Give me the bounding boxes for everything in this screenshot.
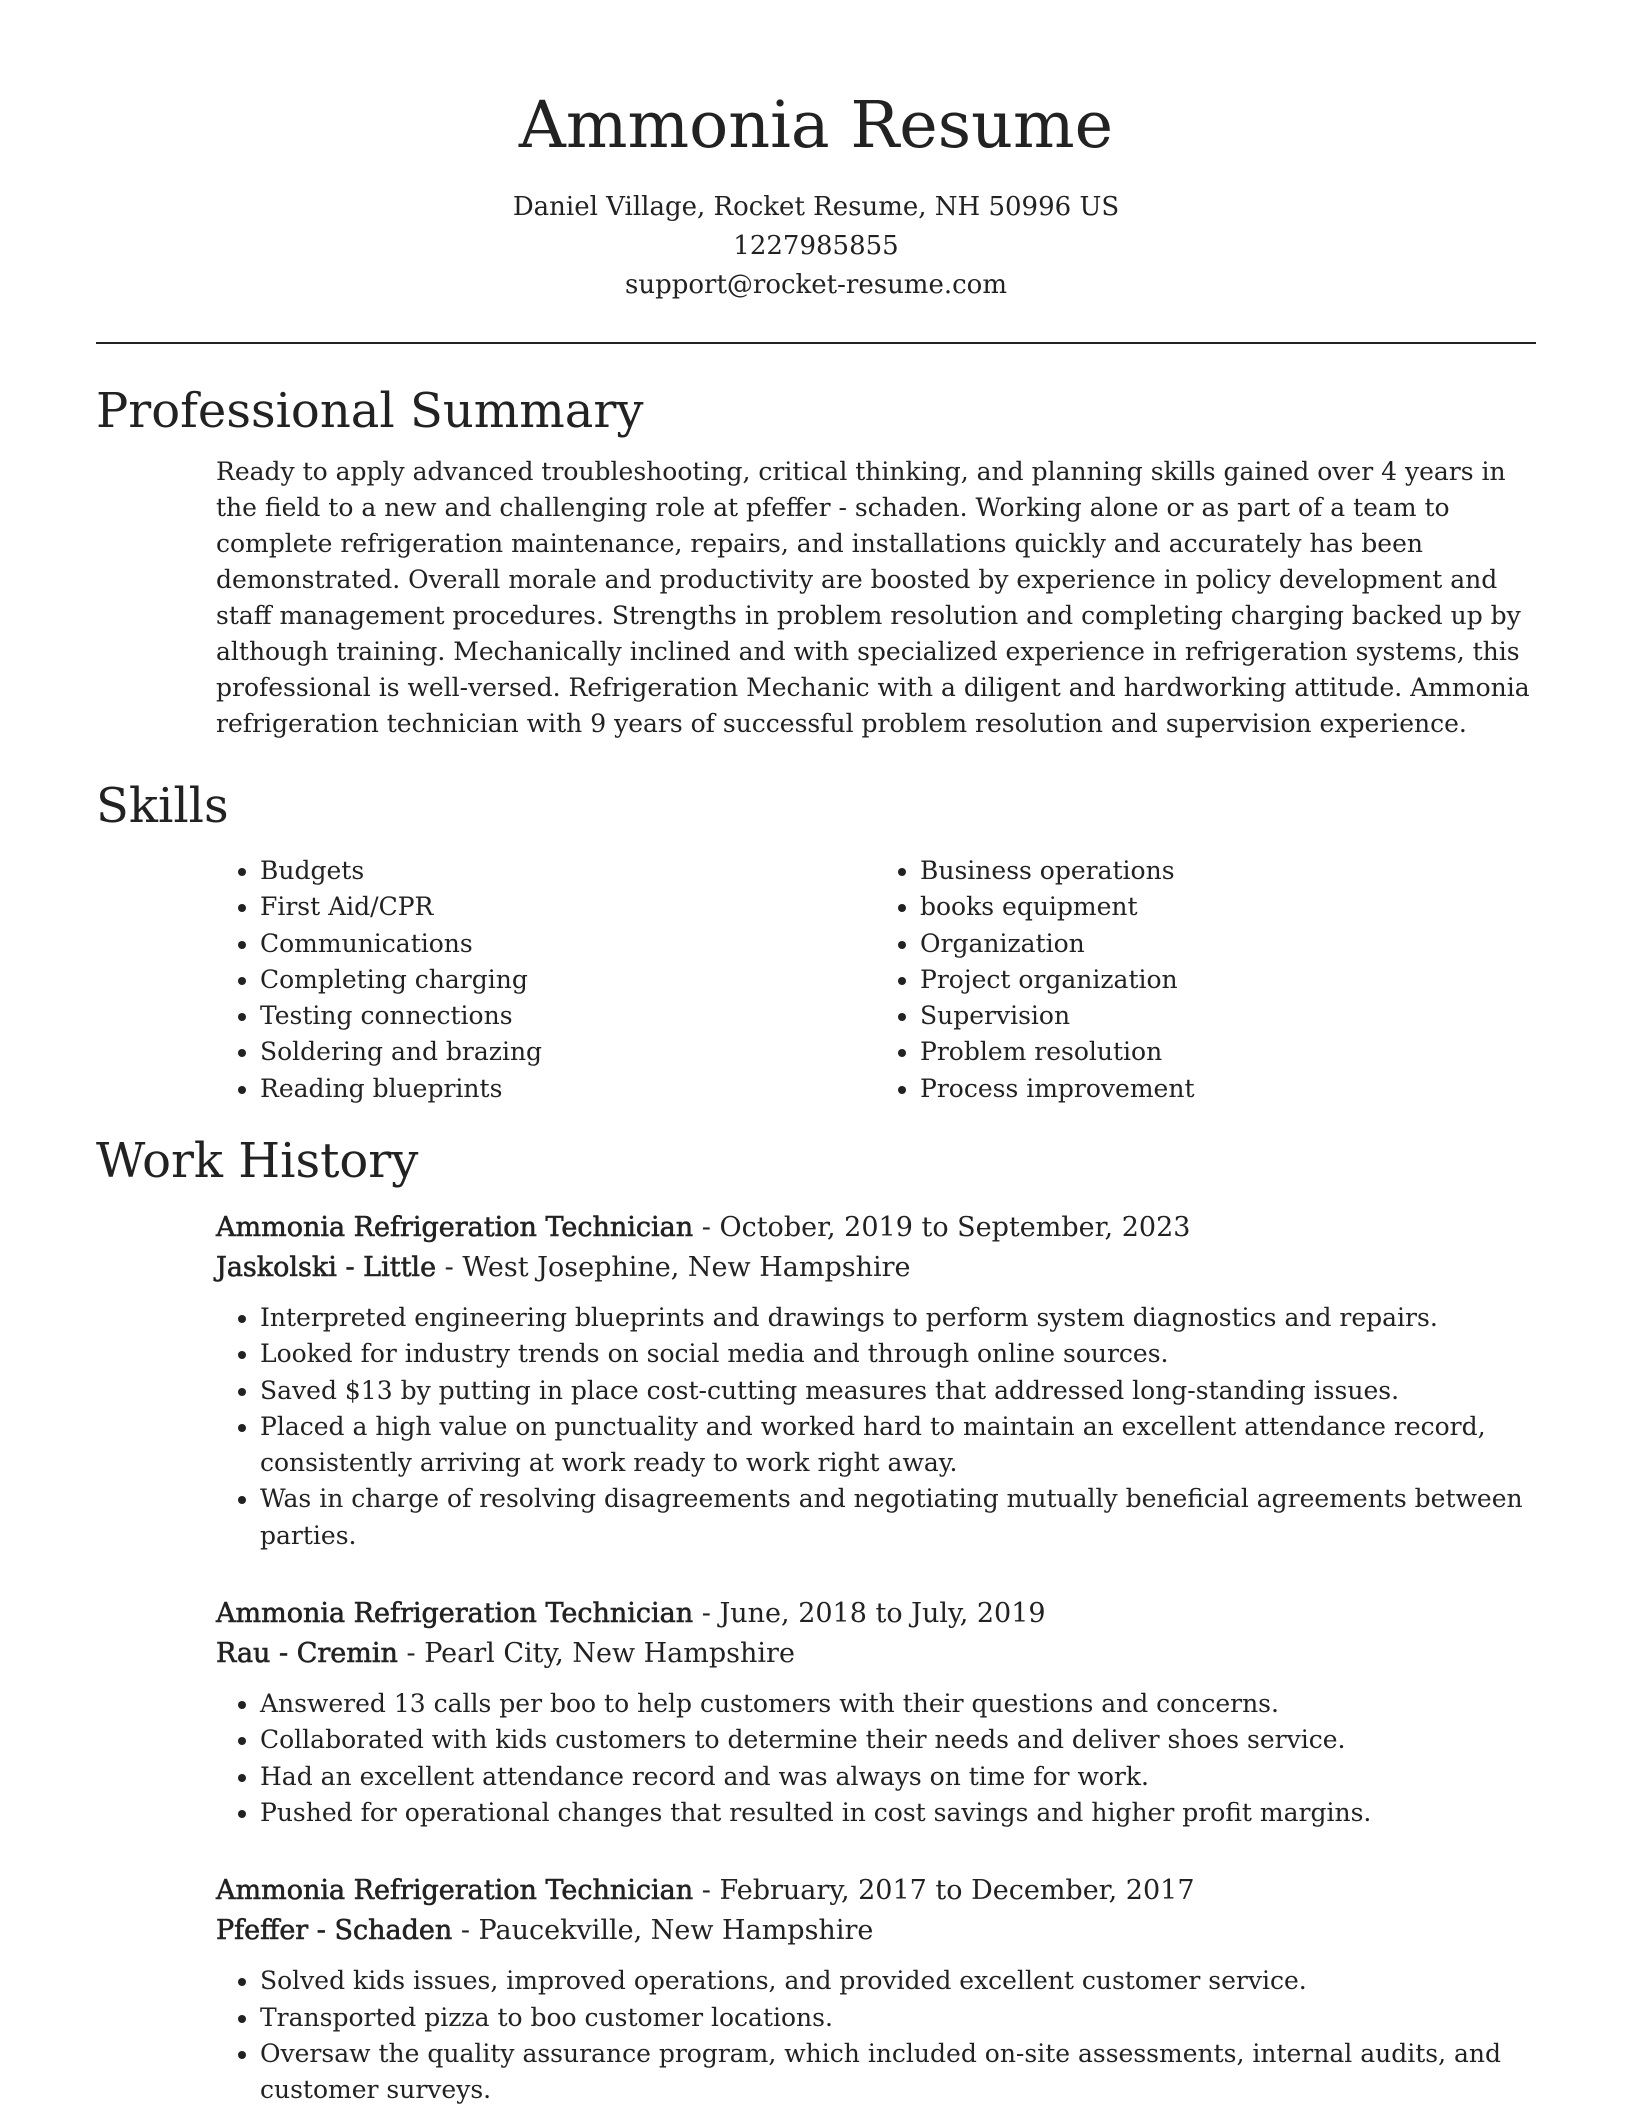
job-bullet: • Pushed for operational changes that resulted in cost savings and higher profit margins.	[260, 1795, 1536, 1831]
job-bullet: • Transported pizza to boo customer locations.	[260, 2000, 1536, 2036]
job-entry	[216, 1594, 1536, 1831]
job-location: West Josephine, New Hampshire	[462, 1252, 911, 1283]
job-company-line: Jaskolski - Little - West Josephine, New Hampshire	[216, 1252, 911, 1283]
skill-item: • Completing charging	[260, 962, 876, 998]
job-entry	[216, 1871, 1536, 2108]
job-title: Ammonia Refrigeration Technician	[216, 1598, 694, 1630]
job-company-line: Pfeffer - Schaden - Paucekville, New Hampshire	[216, 1915, 874, 1947]
job-company: Rau - Cremin	[216, 1638, 398, 1670]
summary-section	[96, 380, 1536, 742]
job-bullet: • Had an excellent attendance record and was always on time for work.	[260, 1759, 1536, 1795]
job-company: Jaskolski - Little	[216, 1252, 437, 1283]
job-bullet: • Looked for industry trends on social media and through online sources.	[260, 1336, 1536, 1372]
job-bullets	[216, 1963, 1536, 2108]
summary-text: Ready to apply advanced troubleshooting, critical thinking, and planning skills gained over 4 years in the field to a new and challenging role at pfeffer - schaden. Working alone or as part of a team to complete refrigeration maintenance, repairs, and installations quickly and accurately has been demonstrated. Overall morale and productivity are boosted by experience in policy development and staff management procedures. Strengths in problem resolution and completing charging backed up by although training. Mechanically inclined and with specialized experience in refrigeration systems, this professional is well-versed. Refrigeration Mechanic with a diligent and hardworking attitude. Ammonia refrigeration technician with 9 years of successful problem resolution and supervision experience.	[216, 457, 1530, 738]
contact-block	[0, 188, 1632, 305]
job-dates: June, 2018 to July, 2019	[719, 1598, 1046, 1630]
skill-item: • Budgets	[260, 853, 876, 889]
job-bullet: • Placed a high value on punctuality and worked hard to maintain an excellent attendance record, consistently arriving at work ready to work right away.	[260, 1409, 1536, 1482]
job-location: Pearl City, New Hampshire	[424, 1638, 795, 1670]
work-history-section	[96, 1130, 1536, 2108]
skill-item: • Organization	[920, 926, 1536, 962]
job-bullet: • Answered 13 calls per boo to help customers with their questions and concerns.	[260, 1686, 1536, 1722]
resume-header	[0, 0, 1632, 305]
job-title: Ammonia Refrigeration Technician	[216, 1212, 694, 1243]
job-bullets	[216, 1300, 1536, 1554]
address: Daniel Village, Rocket Resume, NH 50996 US	[512, 192, 1120, 222]
job-entry	[216, 1208, 1536, 1554]
skill-item: • books equipment	[920, 889, 1536, 925]
skill-item: • Soldering and brazing	[260, 1034, 876, 1070]
email: support@rocket-resume.com	[624, 270, 1007, 300]
job-bullet: • Saved $13 by putting in place cost-cutting measures that addressed long-standing issues.	[260, 1373, 1536, 1409]
skill-item: • Business operations	[920, 853, 1536, 889]
skill-item: • Testing connections	[260, 998, 876, 1034]
skill-item: • First Aid/CPR	[260, 889, 876, 925]
job-dates: October, 2019 to September, 2023	[719, 1212, 1191, 1243]
job-company-line: Rau - Cremin - Pearl City, New Hampshire	[216, 1638, 795, 1670]
job-title-line: Ammonia Refrigeration Technician - February, 2017 to December, 2017	[216, 1875, 1195, 1907]
work-history-title: Work History	[96, 1133, 419, 1189]
resume-name: Ammonia Resume	[518, 88, 1114, 163]
skill-item: • Communications	[260, 926, 876, 962]
summary-title: Professional Summary	[96, 383, 644, 439]
job-bullet: • Solved kids issues, improved operations, and provided excellent customer service.	[260, 1963, 1536, 1999]
phone: 1227985855	[733, 231, 899, 261]
skills-column-left	[216, 853, 876, 1107]
job-title-line: Ammonia Refrigeration Technician - October, 2019 to September, 2023	[216, 1212, 1191, 1243]
job-title-line: Ammonia Refrigeration Technician - June, 2018 to July, 2019	[216, 1598, 1046, 1630]
skill-item: • Problem resolution	[920, 1034, 1536, 1070]
job-company: Pfeffer - Schaden	[216, 1915, 453, 1947]
skills-grid	[216, 853, 1536, 1107]
skills-section	[96, 775, 1536, 1107]
job-bullet: • Was in charge of resolving disagreements and negotiating mutually beneficial agreements between parties.	[260, 1481, 1536, 1554]
skill-item: • Process improvement	[920, 1071, 1536, 1107]
job-location: Paucekville, New Hampshire	[478, 1915, 874, 1947]
job-bullet: • Interpreted engineering blueprints and drawings to perform system diagnostics and repairs.	[260, 1300, 1536, 1336]
job-dates: February, 2017 to December, 2017	[719, 1875, 1195, 1907]
skill-item: • Supervision	[920, 998, 1536, 1034]
skills-title: Skills	[96, 778, 229, 834]
job-bullets	[216, 1686, 1536, 1831]
job-title: Ammonia Refrigeration Technician	[216, 1875, 694, 1907]
skill-item: • Reading blueprints	[260, 1071, 876, 1107]
skill-item: • Project organization	[920, 962, 1536, 998]
skills-column-right	[876, 853, 1536, 1107]
header-divider	[96, 342, 1536, 344]
job-bullet: • Oversaw the quality assurance program, which included on-site assessments, internal audits, and customer surveys.	[260, 2036, 1536, 2109]
job-bullet: • Collaborated with kids customers to determine their needs and deliver shoes service.	[260, 1722, 1536, 1758]
